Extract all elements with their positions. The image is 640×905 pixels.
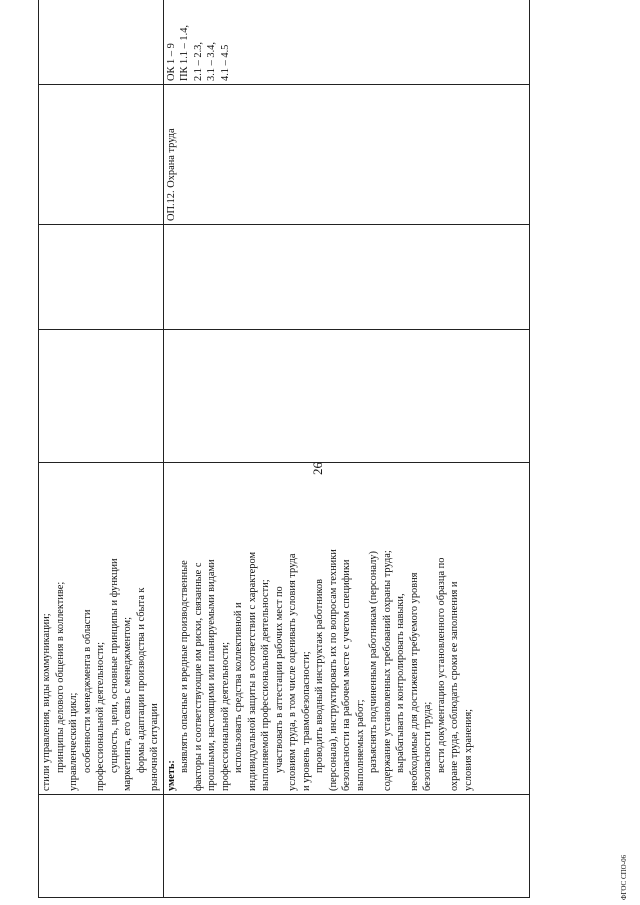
text-line: ОК 1 – 9 [165,43,177,81]
text-line: охране труда, соблюдать сроки ее заполнения и [449,581,460,791]
text-line: вести документацию установленного образца по [435,557,447,773]
text-line: 3.1 – 3.4, [206,42,217,81]
text-line: разъяснять подчиненным работникам (персоналу) [368,551,379,773]
competency-cell [163,0,530,85]
hours-cell [39,330,164,463]
text-line: безопасности на рабочем месте с учетом специфики [341,559,352,791]
text-line: факторы и соответствующие им риски, связанные с [192,562,204,791]
text-line: управленческий цикл; [68,692,79,791]
text-line: выполняемой профессиональной деятельности; [260,579,271,791]
text-line: содержание установленных требований охраны труда; [381,550,393,791]
text-line: участвовать в аттестации рабочих мест по [273,586,285,773]
text-line: выполняемых работ; [354,699,366,791]
index-cell [163,795,530,898]
text-line: безопасности труда; [422,701,433,791]
competency-cell-empty [39,0,164,85]
footer-code: ФГОС СПО-06 [620,854,628,900]
text-line: маркетинга, его связь с менеджментом; [122,617,133,791]
discipline-cell [163,85,530,225]
table-row [39,0,164,898]
skills-heading: уметь: [165,760,177,791]
load-cell [163,225,530,330]
text-line: профессиональной деятельности; [219,641,231,791]
text-line: 4.1 – 4.5 [219,44,231,81]
text-line: 2.1 – 2.3, [192,42,204,81]
upper-content-cell [39,463,164,795]
text-line: и уровень травмобезопасности; [300,651,312,791]
index-cell [39,795,164,898]
standards-table [38,0,530,898]
text-line: профессиональной деятельности; [95,641,106,791]
text-line: принципы делового общения в коллективе; [54,581,66,773]
text-line: формы адаптации производства и сбыта к [135,587,147,773]
text-line: (персонала), инструктировать их по вопросам техники [327,549,339,791]
page-number: 26 [310,462,325,475]
text-line: условиям труда, в том числе оценивать условия труда [287,553,298,791]
load-cell [39,225,164,330]
competency-lines [165,0,233,81]
text-line: вырабатывать и контролировать навыки, [395,593,406,773]
discipline-cell-empty [39,85,164,225]
lower-content-cell [163,463,530,795]
text-line: рыночной ситуации [149,703,160,791]
lower-lines [178,466,475,791]
hours-cell [163,330,530,463]
text-line: индивидуальной защиты в соответствии с характером [246,551,258,791]
text-line: особенности менеджмента в области [81,609,93,773]
text-line: сущность, цели, основные принципы и функции [108,558,120,773]
text-line: прошлыми, настоящими или планируемыми видами [206,559,217,791]
text-line: ПК 1.1 – 1.4, [179,25,190,81]
text-line: использовать средства коллективной и [233,602,244,773]
text-line: необходимые для достижения требуемого уровня [408,572,420,791]
text-line: выявлять опасные и вредные производственные [179,560,190,773]
text-line: стили управления, виды коммуникации; [41,613,52,791]
discipline-name: ОП.12. Охрана труда [165,128,177,221]
table-row [163,0,530,898]
upper-lines [40,466,162,791]
text-line: условия хранения; [462,709,474,791]
text-line: проводить вводный инструктаж работников [314,578,325,773]
